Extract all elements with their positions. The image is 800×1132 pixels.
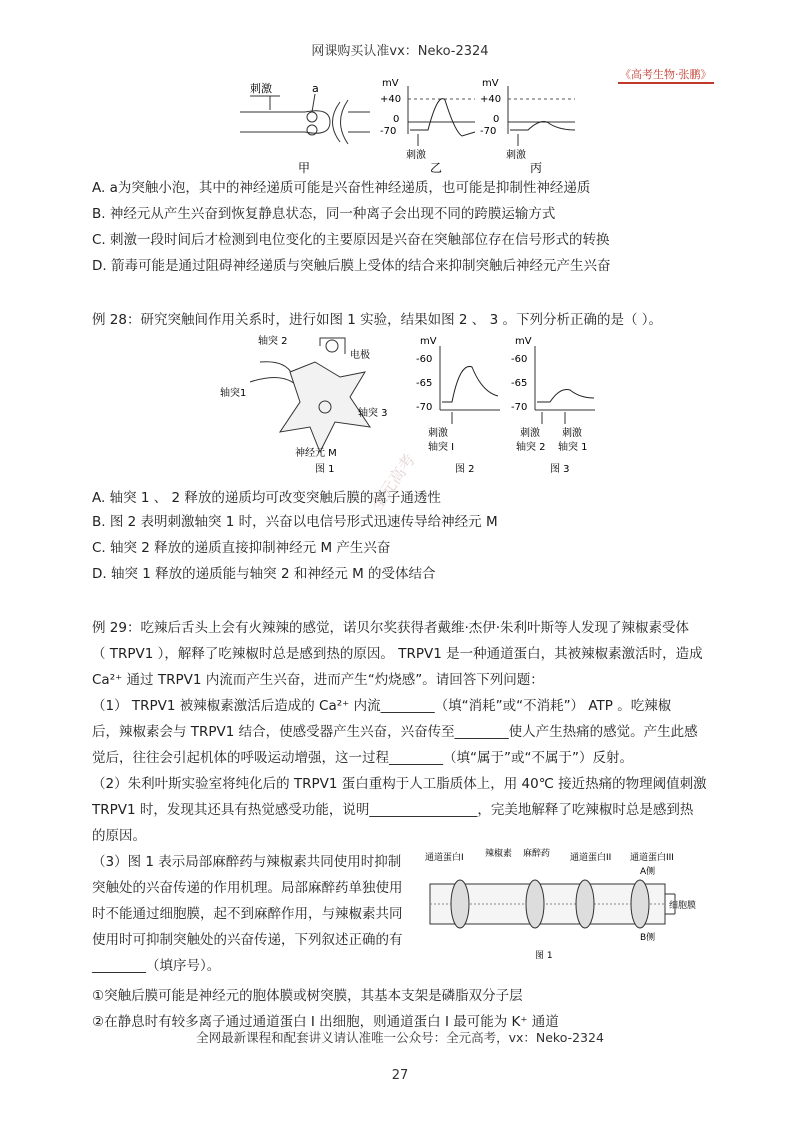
membrane-ch3-label: 通道蛋白III bbox=[630, 853, 674, 863]
series-badge: 《高考生物·张鹏》 bbox=[618, 66, 714, 84]
caption-jia: 甲 bbox=[298, 161, 311, 175]
q29-line-3: Ca²⁺ 通过 TRPV1 内流而产生兴奋，进而产生“灼烧感”。请回答下列问题： bbox=[92, 672, 544, 688]
yi-tick-40: +40 bbox=[380, 94, 402, 105]
bing-tick-40: +40 bbox=[480, 94, 502, 105]
yi-unit: mV bbox=[382, 78, 399, 89]
synapse-diagram-jia bbox=[240, 81, 370, 175]
q28-fig3-graph bbox=[511, 336, 595, 475]
fig3-tick-65: -65 bbox=[511, 378, 528, 389]
membrane-ch1-label: 通道蛋白I bbox=[425, 853, 464, 863]
prev-option-b: B. 神经元从产生兴奋到恢复静息状态，同一种离子会出现不同的跨膜运输方式 bbox=[92, 206, 556, 222]
bing-unit: mV bbox=[482, 78, 499, 89]
header-watermark-text: 网课购买认准vx：Neko-2324 bbox=[311, 44, 489, 59]
fig1-axon2-label: 轴突 2 bbox=[258, 336, 288, 347]
q29-line-2: （ TRPV1 ），解释了吃辣椒时总是感到热的原因。 TRPV1 是一种通道蛋白，其被辣椒素激活时，造成 bbox=[92, 646, 703, 662]
membrane-anesthetic-label: 麻醉药 bbox=[523, 849, 551, 859]
yi-stim-label: 刺激 bbox=[406, 150, 426, 161]
q28-fig1-neuron bbox=[220, 334, 388, 475]
q28-option-a: A. 轴突 1 、 2 释放的递质均可改变突触后膜的离子通透性 bbox=[92, 490, 441, 506]
fig3-stim1-label: 刺激 bbox=[520, 428, 540, 439]
fig1-axon3-label: 轴突 3 bbox=[358, 408, 388, 419]
prev-option-c: C. 刺激一段时间后才检测到电位变化的主要原因是兴奋在突触部位存在信号形式的转换 bbox=[92, 232, 610, 248]
fig2-tick-65: -65 bbox=[416, 378, 433, 389]
membrane-side-b-label: B侧 bbox=[640, 933, 656, 943]
fig1-caption: 图 1 bbox=[315, 464, 335, 475]
bing-tick-70: -70 bbox=[480, 126, 497, 137]
fig3-tick-60: -60 bbox=[511, 354, 528, 365]
q28-fig2-graph bbox=[416, 336, 500, 475]
fig1-electrode-label: 电极 bbox=[350, 350, 370, 361]
footer-watermark-text: 全网最新课程和配套讲义请认准唯一公众号：全元高考，vx：Neko-2324 bbox=[196, 1030, 604, 1045]
q29-item-2: ②在静息时有较多离子通过通道蛋白 I 出细胞，则通道蛋白 I 最可能为 K⁺ 通道 bbox=[92, 1014, 559, 1030]
q28-option-b: B. 图 2 表明刺激轴突 1 时，兴奋以电信号形式迅速传导给神经元 M bbox=[92, 514, 498, 530]
fig2-stim-label: 刺激 bbox=[428, 428, 448, 439]
caption-yi: 乙 bbox=[430, 161, 443, 175]
prev-option-a: A. a为突触小泡，其中的神经递质可能是兴奋性神经递质，也可能是抑制性神经递质 bbox=[92, 180, 591, 196]
fig2-tick-60: -60 bbox=[416, 354, 433, 365]
prev-option-d: D. 箭毒可能是通过阻碍神经递质与突触后膜上受体的结合来抑制突触后神经元产生兴奋 bbox=[92, 258, 611, 274]
yi-tick-0: 0 bbox=[393, 114, 400, 125]
q29-line-14: ________（填序号）。 bbox=[92, 958, 221, 974]
bing-stim-label: 刺激 bbox=[506, 150, 526, 161]
membrane-capsaicin-label: 辣椒素 bbox=[485, 849, 513, 859]
bing-tick-0: 0 bbox=[493, 114, 500, 125]
q29-line-7: （2）朱利叶斯实验室将纯化后的 TRPV1 蛋白重构于人工脂质体上，用 40℃ 接近热痛的物理阈值刺激 bbox=[92, 776, 707, 792]
q28-stem: 例 28：研究突触间作用关系时，进行如图 1 实验，结果如图 2 、 3 。下列分析正确的是（ ）。 bbox=[92, 312, 663, 328]
fig2-caption: 图 2 bbox=[455, 464, 475, 475]
fig1-axon1-label: 轴突1 bbox=[220, 388, 247, 399]
q29-line-10: （3）图 1 表示局部麻醉药与辣椒素共同使用时抑制 bbox=[92, 854, 402, 870]
yi-tick-70: -70 bbox=[380, 126, 397, 137]
fig2-axon-label: 轴突 I bbox=[428, 442, 455, 453]
membrane-side-a-label: A侧 bbox=[640, 867, 656, 877]
fig3-stim2-label: 刺激 bbox=[562, 428, 582, 439]
caption-bing: 丙 bbox=[530, 161, 543, 175]
q29-line-1: 例 29：吃辣后舌头上会有火辣辣的感觉，诺贝尔奖获得者戴维·杰伊·朱利叶斯等人发现了辣椒素受体 bbox=[92, 620, 690, 636]
graph-bing bbox=[480, 78, 575, 175]
jia-stim-label: 刺激 bbox=[250, 82, 272, 95]
fig3-unit: mV bbox=[515, 336, 532, 347]
membrane-label: 细胞膜 bbox=[669, 901, 697, 911]
q29-line-13: 使用时可抑制突触处的兴奋传递，下列叙述正确的有 bbox=[92, 932, 403, 948]
fig3-axon1-label: 轴突 1 bbox=[558, 442, 588, 453]
fig1-neuron-label: 神经元 M bbox=[295, 448, 337, 459]
q29-line-6: 觉后，往往会引起机体的呼吸运动增强，这一过程________（填“属于”或“不属于”）反射。 bbox=[92, 750, 633, 766]
vesicle-label-a: a bbox=[312, 82, 319, 95]
q29-line-9: 的原因。 bbox=[92, 828, 146, 844]
q29-line-12: 时不能通过细胞膜，起不到麻醉作用，与辣椒素共同 bbox=[92, 906, 403, 922]
figure-q29-membrane bbox=[425, 848, 705, 968]
q28-option-c: C. 轴突 2 释放的递质直接抑制神经元 M 产生兴奋 bbox=[92, 540, 391, 556]
q29-line-11: 突触处的兴奋传递的作用机理。局部麻醉药单独使用 bbox=[92, 880, 403, 896]
q29-line-8: TRPV1 时，发现其还具有热觉感受功能，说明________________，完美地解释了吃辣椒时总是感到热 bbox=[92, 802, 694, 818]
page-watermark: 全元高考 bbox=[366, 450, 419, 514]
figure-jia-yi-bing bbox=[230, 72, 590, 182]
page-number: 27 bbox=[391, 1068, 409, 1083]
q28-option-d: D. 轴突 1 释放的递质能与轴突 2 和神经元 M 的受体结合 bbox=[92, 566, 436, 582]
fig3-tick-70: -70 bbox=[511, 402, 528, 413]
q29-item-1: ①突触后膜可能是神经元的胞体膜或树突膜，其基本支架是磷脂双分子层 bbox=[92, 988, 523, 1004]
fig3-axon2-label: 轴突 2 bbox=[516, 442, 546, 453]
fig2-tick-70: -70 bbox=[416, 402, 433, 413]
fig2-unit: mV bbox=[420, 336, 437, 347]
membrane-ch2-label: 通道蛋白II bbox=[570, 853, 612, 863]
q29-line-5: 后，辣椒素会与 TRPV1 结合，使感受器产生兴奋，兴奋传至________使人产生热痛的感觉。产生此感 bbox=[92, 724, 698, 740]
graph-yi bbox=[380, 78, 475, 175]
q29-line-4: （1） TRPV1 被辣椒素激活后造成的 Ca²⁺ 内流________（填“消耗”或“不消耗”） ATP 。吃辣椒 bbox=[92, 698, 672, 714]
membrane-caption: 图 1 bbox=[535, 951, 553, 961]
fig3-caption: 图 3 bbox=[550, 464, 570, 475]
